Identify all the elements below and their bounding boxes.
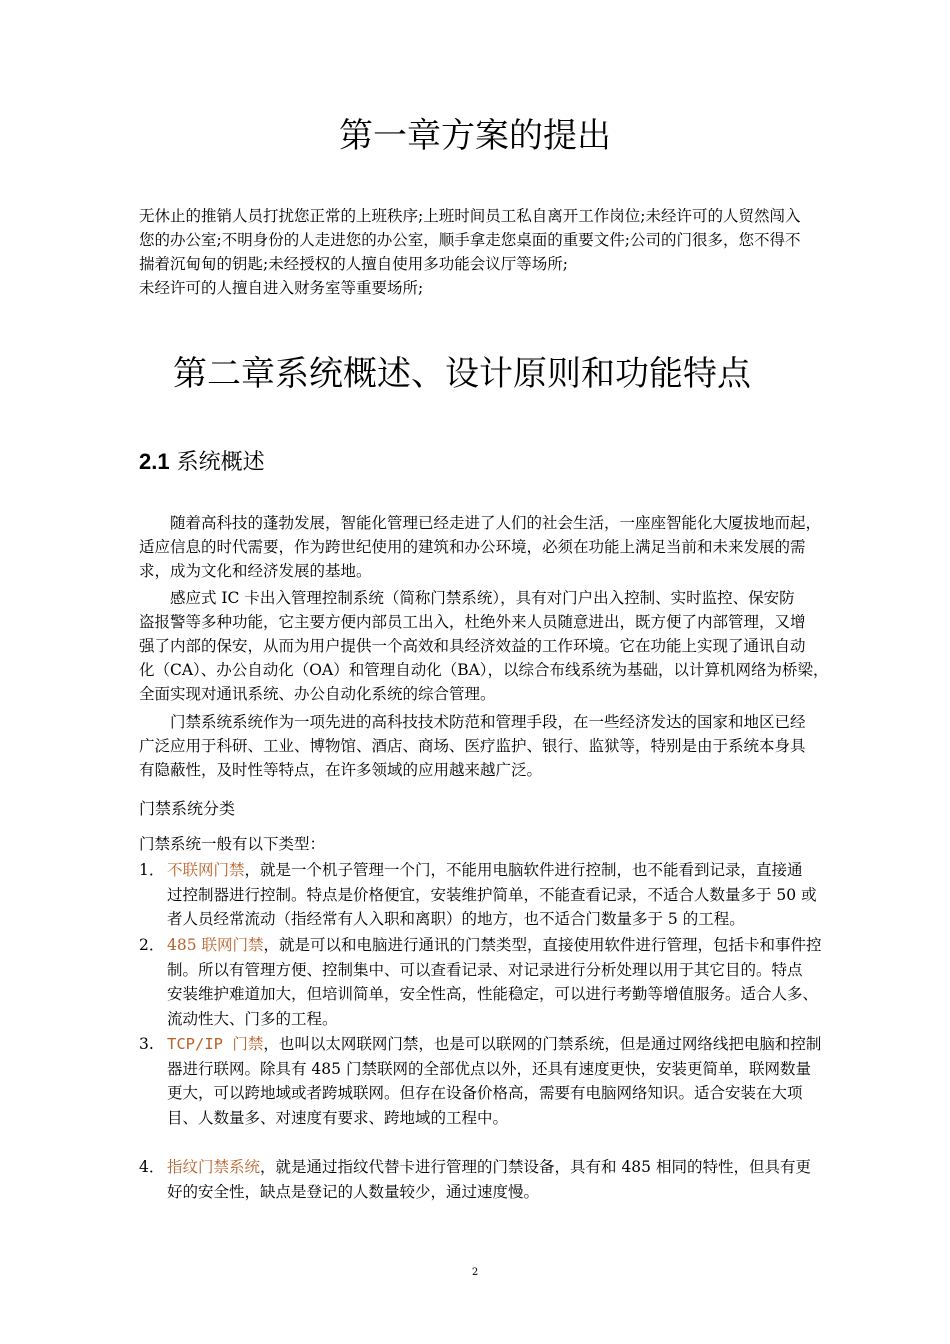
- item-name: 指纹门禁系统: [167, 1158, 261, 1176]
- item-name: 485 联网门禁: [167, 936, 264, 954]
- text-line: 求，成为文化和经济发展的基地。: [139, 562, 372, 580]
- text-line: 过控制器进行控制。特点是价格便宜，安装维护简单，不能查看记录，不适合人数量多于 50 或: [167, 885, 817, 904]
- section-title: 系统概述: [176, 450, 265, 475]
- text-line: 适应信息的时代需要，作为跨世纪使用的建筑和办公环境，必须在功能上满足当前和未来发展的需: [139, 538, 806, 556]
- text-line: ，就是一个机子管理一个门，不能用电脑软件进行控制，也不能看到记录，直接通: [244, 861, 803, 879]
- list-item-1: [139, 858, 889, 932]
- list-item-3: [139, 1032, 889, 1130]
- list-marker: 4．: [139, 1158, 165, 1176]
- section-2-1-heading: [139, 444, 265, 481]
- body-paragraph-2: [139, 586, 879, 706]
- text-line: 安装维护难道加大，但培训简单，安全性高，性能稳定，可以进行考勤等增值服务。适合人多、: [167, 985, 819, 1003]
- text-line: 揣着沉甸甸的钥匙;未经授权的人擅自使用多功能会议厅等场所;: [139, 255, 568, 273]
- list-item-4: [139, 1155, 889, 1204]
- page-number: 2: [471, 1267, 479, 1278]
- body-paragraph-3: [139, 710, 879, 782]
- text-line: ，也叫以太网联网门禁，也是可以联网的门禁系统，但是通过网络线把电脑和控制: [263, 1035, 822, 1053]
- text-line: 流动性大、门多的工程。: [167, 1009, 338, 1028]
- text-line: ，就是通过指纹代替卡进行管理的门禁设备，具有和 485 相同的特性，但具有更: [260, 1158, 811, 1176]
- classification-heading: 门禁系统分类: [139, 799, 236, 818]
- text-line: 好的安全性，缺点是登记的人数量较少，通过速度慢。: [167, 1182, 540, 1201]
- text-line: 全面实现对通讯系统、办公自动化系统的综合管理。: [139, 685, 496, 703]
- text-line: 化（CA）、办公自动化（OA）和管理自动化（BA），以综合布线系统为基础，以计算机网络为桥梁，: [139, 661, 829, 679]
- text-line: 器进行联网。除具有 485 门禁联网的全部优点以外，还具有速度更快，安装更简单，联网数量: [167, 1059, 811, 1078]
- chapter-2-title: 第二章系统概述、设计原则和功能特点: [173, 354, 751, 394]
- item-name: 不联网门禁: [167, 861, 245, 879]
- text-line: 者人员经常流动（指经常有人入职和离职）的地方，也不适合门数量多于 5 的工程。: [167, 910, 745, 928]
- text-line: 门禁系统系统作为一项先进的高科技技术防范和管理手段，在一些经济发达的国家和地区已经: [170, 713, 806, 731]
- text-line: 随着高科技的蓬勃发展，智能化管理已经走进了人们的社会生活，一座座智能化大厦拔地而起，: [170, 514, 822, 532]
- text-line: 有隐蔽性，及时性等特点，在许多领域的应用越来越广泛。: [139, 761, 543, 779]
- list-item-2: [139, 933, 889, 1031]
- text-line: ，就是可以和电脑进行通讯的门禁类型，直接使用软件进行管理，包括卡和事件控: [263, 936, 822, 954]
- text-line: 盗报警等多种功能，它主要方便内部员工出入，杜绝外来人员随意进出，既方便了内部管理，又增: [139, 613, 806, 631]
- text-line: 未经许可的人擅自进入财务室等重要场所;: [139, 279, 424, 297]
- text-line: 您的办公室;不明身份的人走进您的办公室，顺手拿走您桌面的重要文件;公司的门很多，您不得不: [139, 231, 801, 249]
- text-line: 强了内部的保安，从而为用户提供一个高效和具经济效益的工作环境。它在功能上实现了通讯自动: [139, 637, 806, 655]
- list-marker: 2．: [139, 936, 165, 954]
- text-line: 无休止的推销人员打扰您正常的上班秩序;上班时间员工私自离开工作岗位;未经许可的人贸然闯入: [139, 207, 801, 225]
- list-marker: 3.: [139, 1035, 154, 1053]
- text-line: 广泛应用于科研、工业、博物馆、酒店、商场、医疗监护、银行、监狱等，特别是由于系统本身具: [139, 737, 806, 755]
- text-line: 制。所以有管理方便、控制集中、可以查看记录、对记录进行分析处理以用于其它目的。特点: [167, 960, 803, 979]
- section-number: 2.1: [139, 449, 170, 474]
- list-marker: 1．: [139, 861, 165, 879]
- text-line: 目、人数量多、对速度有要求、跨地域的工程中。: [167, 1108, 509, 1127]
- text-line: 感应式 IC 卡出入管理控制系统（简称门禁系统），具有对门户出入控制、实时监控、保安防: [170, 589, 795, 607]
- body-paragraph-1: [139, 511, 879, 583]
- text-line: 更大，可以跨地域或者跨城联网。但存在设备价格高，需要有电脑网络知识。适合安装在大项: [167, 1084, 803, 1102]
- chapter-1-paragraph: [139, 204, 879, 300]
- chapter-1-title: 第一章方案的提出: [339, 116, 611, 156]
- classification-intro: 门禁系统一般有以下类型：: [139, 835, 326, 853]
- item-name: TCP/IP 门禁: [167, 1035, 264, 1053]
